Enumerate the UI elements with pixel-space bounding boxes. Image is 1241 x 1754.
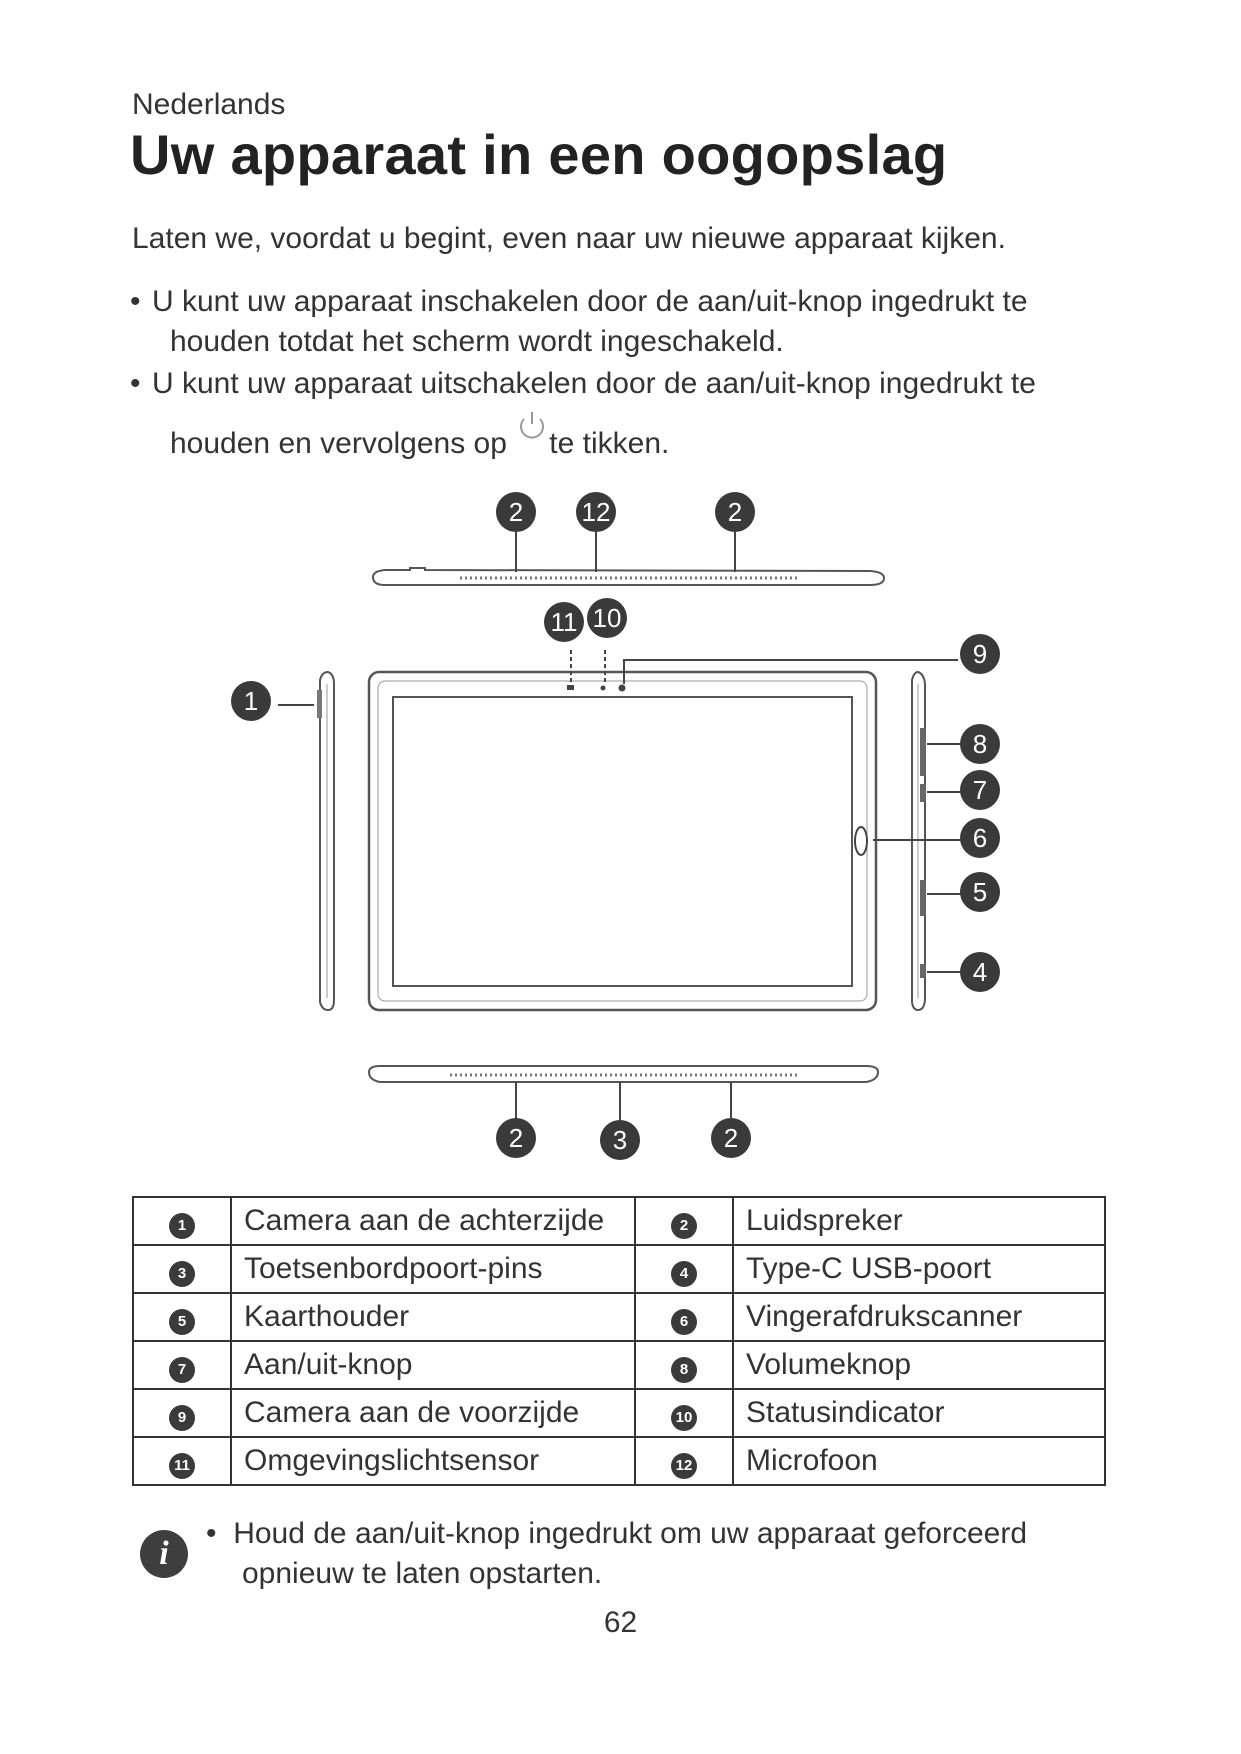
- callout-4: [960, 952, 1000, 992]
- legend-number-badge: 7: [169, 1357, 195, 1383]
- legend-number-cell: [133, 1293, 231, 1341]
- legend-label: Statusindicator: [733, 1389, 1105, 1437]
- note-line-2: opnieuw te laten opstarten.: [242, 1557, 603, 1590]
- tablet-front: [369, 650, 958, 1010]
- bullet-dot: •: [130, 367, 141, 400]
- bullet-text-part: te tikken.: [549, 427, 670, 460]
- bullet-text: U kunt uw apparaat uitschakelen door de aan/uit-knop ingedrukt te: [152, 367, 1036, 400]
- tablet-left-side: [278, 672, 334, 1010]
- legend-number-badge: 3: [169, 1261, 195, 1287]
- svg-text:9: 9: [972, 639, 988, 669]
- svg-text:1: 1: [243, 686, 259, 716]
- legend-number-badge: 10: [671, 1405, 697, 1431]
- svg-text:2: 2: [508, 1123, 524, 1153]
- callout-bottom-3: [600, 1120, 640, 1160]
- callout-9: [960, 634, 1000, 674]
- svg-text:2: 2: [723, 1123, 739, 1153]
- svg-text:6: 6: [972, 823, 988, 853]
- callout-top-12: [576, 492, 616, 532]
- bullet-text-continued: houden totdat het scherm wordt ingeschakeld.: [170, 325, 784, 358]
- callout-7: [960, 770, 1000, 810]
- tablet-top-edge: [373, 532, 884, 585]
- legend-number-badge: 12: [671, 1453, 697, 1479]
- callout-8: [960, 724, 1000, 764]
- legend-label: Aan/uit-knop: [231, 1341, 635, 1389]
- svg-text:7: 7: [972, 775, 988, 805]
- note-line-1: Houd de aan/uit-knop ingedrukt om uw apparaat geforceerd: [233, 1517, 1028, 1550]
- legend-number-cell: [133, 1437, 231, 1485]
- note-bullet: •: [206, 1517, 234, 1550]
- legend-number-badge: 6: [671, 1309, 697, 1335]
- note-text: [206, 1514, 1027, 1594]
- legend-label: Vingerafdrukscanner: [733, 1293, 1105, 1341]
- legend-label: Camera aan de achterzijde: [231, 1197, 635, 1245]
- svg-text:10: 10: [592, 603, 622, 633]
- legend-row: [133, 1389, 1105, 1437]
- legend-number-cell: [635, 1293, 733, 1341]
- legend-number-cell: [635, 1197, 733, 1245]
- legend-number-badge: 4: [671, 1261, 697, 1287]
- callout-5: [960, 872, 1000, 912]
- bullet-dot: •: [130, 285, 141, 318]
- legend-number-badge: 8: [671, 1357, 697, 1383]
- legend-number-cell: [635, 1437, 733, 1485]
- svg-text:4: 4: [972, 957, 988, 987]
- callout-1: [231, 681, 271, 721]
- legend-label: Luidspreker: [733, 1197, 1105, 1245]
- legend-label: Omgevingslichtsensor: [231, 1437, 635, 1485]
- legend-row: [133, 1437, 1105, 1485]
- legend-row: [133, 1245, 1105, 1293]
- language-label: Nederlands: [132, 88, 286, 121]
- legend-label: Kaarthouder: [231, 1293, 635, 1341]
- legend-row: [133, 1341, 1105, 1389]
- legend-number-badge: 9: [169, 1405, 195, 1431]
- svg-text:5: 5: [972, 877, 988, 907]
- callout-top-2b: [715, 492, 755, 532]
- legend-number-cell: [635, 1341, 733, 1389]
- legend-number-cell: [133, 1341, 231, 1389]
- bullet-text-part: houden en vervolgens op: [170, 427, 507, 460]
- legend-label: Type-C USB-poort: [733, 1245, 1105, 1293]
- legend-number-badge: 11: [169, 1453, 195, 1479]
- legend-label: Camera aan de voorzijde: [231, 1389, 635, 1437]
- bullet-text: U kunt uw apparaat inschakelen door de aan/uit-knop ingedrukt te: [152, 285, 1028, 318]
- intro-text: Laten we, voordat u begint, even naar uw nieuwe apparaat kijken.: [132, 222, 1006, 255]
- svg-text:2: 2: [727, 497, 743, 527]
- page-title: Uw apparaat in een oogopslag: [130, 123, 948, 186]
- component-legend-table: [132, 1196, 1106, 1486]
- legend-number-cell: [133, 1389, 231, 1437]
- legend-label: Toetsenbordpoort-pins: [231, 1245, 635, 1293]
- tablet-bottom-edge: [369, 1066, 878, 1120]
- callout-bottom-2b: [711, 1118, 751, 1158]
- callout-6: [960, 818, 1000, 858]
- legend-number-cell: [635, 1389, 733, 1437]
- legend-row: [133, 1197, 1105, 1245]
- legend-label: Microfoon: [733, 1437, 1105, 1485]
- callout-11: [544, 602, 584, 642]
- legend-number-cell: [635, 1245, 733, 1293]
- legend-number-badge: 5: [169, 1309, 195, 1335]
- legend-row: [133, 1293, 1105, 1341]
- callout-bottom-2a: [496, 1118, 536, 1158]
- callout-10: [587, 598, 627, 638]
- svg-text:3: 3: [612, 1125, 628, 1155]
- page-number: 62: [603, 1606, 638, 1639]
- legend-number-badge: 1: [169, 1213, 195, 1239]
- tablet-right-side: [873, 672, 963, 1010]
- legend-number-cell: [133, 1197, 231, 1245]
- svg-text:12: 12: [581, 497, 611, 527]
- svg-text:8: 8: [972, 729, 988, 759]
- legend-label: Volumeknop: [733, 1341, 1105, 1389]
- legend-number-cell: [133, 1245, 231, 1293]
- svg-text:2: 2: [508, 497, 524, 527]
- callout-top-2a: [496, 492, 536, 532]
- legend-number-badge: 2: [671, 1213, 697, 1239]
- svg-text:11: 11: [550, 607, 578, 637]
- info-icon: i: [140, 1530, 188, 1578]
